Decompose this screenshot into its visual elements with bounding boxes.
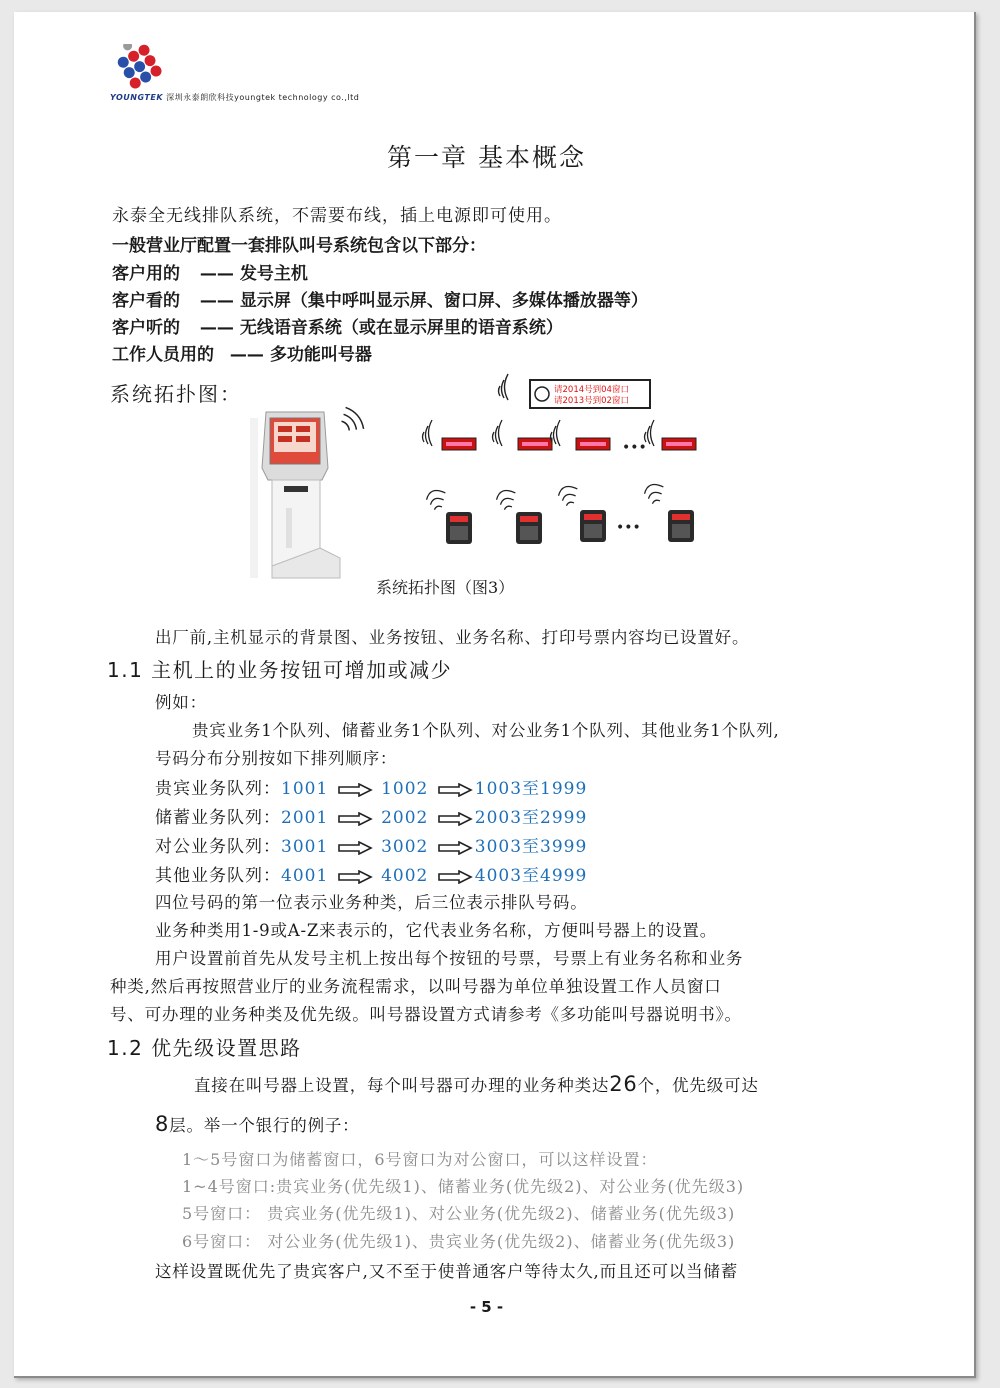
- closing-line: 这样设置既优先了贵宾客户,又不至于使普通客户等待太久,而且还可以当储蓄: [155, 1262, 738, 1281]
- business-type-count: 26: [609, 1072, 638, 1096]
- queue-range: 3003至3999: [474, 837, 588, 857]
- kiosk-machine-icon: [250, 405, 367, 578]
- queue-number: 3002: [381, 837, 429, 857]
- component-who: 工作人员用的: [112, 345, 214, 365]
- queue-row: [155, 774, 587, 799]
- queue-label: 对公业务队列：: [155, 837, 281, 857]
- document-page: [14, 12, 976, 1378]
- caller-ellipsis: •••: [616, 520, 641, 536]
- window-display-icon: [551, 420, 611, 450]
- note-text: 种类,然后再按照营业厅的业务流程需求，以叫号器为单位单独设置工作人员窗口: [110, 977, 722, 996]
- priority-text: [155, 1112, 359, 1136]
- figure-caption: 系统拓扑图（图3）: [376, 578, 515, 597]
- example-label: 例如：: [155, 693, 207, 712]
- section-heading-1-1: 1.1 主机上的业务按钮可增加或减少: [107, 658, 453, 682]
- component-what: 发号主机: [239, 264, 308, 284]
- queue-row: [155, 832, 587, 857]
- note-text: 号、可办理的业务种类及优先级。叫号器设置方式请参考《多功能叫号器说明书》。: [110, 1005, 742, 1024]
- component-row: [112, 286, 648, 311]
- priority-text: [194, 1072, 759, 1096]
- chapter-title: 第一章 基本概念: [387, 143, 586, 172]
- note-text: 四位号码的第一位表示业务种类，后三位表示排队号码。: [155, 893, 588, 912]
- caller-device-icon: [424, 487, 472, 544]
- queue-range: 2003至2999: [474, 808, 588, 828]
- component-row: [112, 340, 372, 365]
- arrow-icon: [337, 783, 373, 797]
- component-who: 客户听的: [112, 318, 180, 338]
- example-gray-line: 1～5号窗口为储蓄窗口，6号窗口为对公窗口，可以这样设置：: [182, 1150, 658, 1169]
- caller-device-icon: [494, 487, 542, 544]
- queue-row: [155, 803, 587, 828]
- priority-text-b: 个，优先级可达: [637, 1076, 759, 1095]
- topology-label: 系统拓扑图：: [110, 382, 242, 406]
- component-dash: ——: [229, 345, 264, 365]
- factory-note: 出厂前,主机显示的背景图、业务按钮、业务名称、打印号票内容均已设置好。: [155, 628, 750, 647]
- queue-number: 3001: [281, 837, 329, 857]
- queue-number: 4001: [281, 866, 329, 886]
- example-gray-line: 6号窗口： 对公业务(优先级1)、贵宾业务(优先级2)、储蓄业务(优先级3): [182, 1232, 736, 1251]
- main-display-line-2: 请2013号到02窗口: [554, 396, 629, 406]
- caller-device-icon: [642, 481, 694, 542]
- component-who: 客户看的: [112, 291, 180, 311]
- arrow-icon: [337, 841, 373, 855]
- company-full-name: 深圳永泰朗欣科技youngtek technology co.,ltd: [166, 93, 360, 102]
- arrow-icon: [437, 870, 473, 884]
- window-display-icon: [493, 420, 553, 450]
- arrow-icon: [337, 812, 373, 826]
- caller-device-icon: [556, 483, 606, 542]
- queue-number: 2001: [281, 808, 329, 828]
- example-line: 贵宾业务1个队列、储蓄业务1个队列、对公业务1个队列、其他业务1个队列,: [192, 721, 780, 740]
- queue-number: 1001: [281, 779, 329, 799]
- queue-number: 4002: [381, 866, 429, 886]
- company-logo: [112, 44, 170, 94]
- queue-label: 贵宾业务队列：: [155, 779, 281, 799]
- arrow-icon: [337, 870, 373, 884]
- page-number: - 5 -: [469, 1298, 504, 1316]
- queue-number: 1002: [381, 779, 429, 799]
- intro-text: 永泰全无线排队系统，不需要布线，插上电源即可使用。: [112, 206, 562, 226]
- component-dash: ——: [199, 291, 234, 311]
- arrow-icon: [437, 783, 473, 797]
- priority-text-c: 层。举一个银行的例子：: [169, 1116, 360, 1135]
- note-text: 业务种类用1-9或A-Z来表示的，它代表业务名称，方便叫号器上的设置。: [155, 921, 718, 940]
- window-display-icon: [423, 420, 477, 450]
- priority-text-a: 直接在叫号器上设置，每个叫号器可办理的业务种类达: [194, 1076, 610, 1095]
- component-what: 显示屏（集中呼叫显示屏、窗口屏、多媒体播放器等）: [239, 291, 648, 311]
- queue-label: 其他业务队列：: [155, 866, 281, 886]
- queue-row: [155, 861, 587, 886]
- queue-number: 2002: [381, 808, 429, 828]
- main-display-line-1: 请2014号到04窗口: [554, 385, 629, 395]
- component-what: 多功能叫号器: [269, 345, 372, 365]
- component-row: [112, 259, 308, 284]
- component-dash: ——: [199, 318, 234, 338]
- component-row: [112, 313, 563, 338]
- note-text: 用户设置前首先从发号主机上按出每个按钮的号票，号票上有业务名称和业务: [155, 949, 744, 968]
- company-name: [110, 92, 359, 103]
- queue-range: 1003至1999: [474, 779, 588, 799]
- window-display-icon: [645, 420, 697, 450]
- main-display-icon: [499, 374, 651, 408]
- queue-range: 4003至4999: [474, 866, 588, 886]
- component-dash: ——: [199, 264, 234, 284]
- config-heading: 一般营业厅配置一套排队叫号系统包含以下部分：: [112, 236, 486, 256]
- example-line: 号码分布分别按如下排列顺序：: [155, 749, 398, 768]
- component-what: 无线语音系统（或在显示屏里的语音系统）: [239, 318, 563, 338]
- example-gray-line: 5号窗口： 贵宾业务(优先级1)、对公业务(优先级2)、储蓄业务(优先级3): [182, 1204, 736, 1223]
- example-gray-line: 1~4号窗口:贵宾业务(优先级1)、储蓄业务(优先级2)、对公业务(优先级3): [182, 1177, 745, 1196]
- display-ellipsis: •••: [622, 440, 647, 456]
- priority-level-count: 8: [155, 1112, 170, 1136]
- arrow-icon: [437, 812, 473, 826]
- component-who: 客户用的: [112, 264, 180, 284]
- arrow-icon: [437, 841, 473, 855]
- topology-diagram: [244, 368, 714, 580]
- brand-name: YOUNGTEK: [110, 93, 164, 102]
- section-heading-1-2: 1.2 优先级设置思路: [107, 1036, 302, 1060]
- queue-label: 储蓄业务队列：: [155, 808, 281, 828]
